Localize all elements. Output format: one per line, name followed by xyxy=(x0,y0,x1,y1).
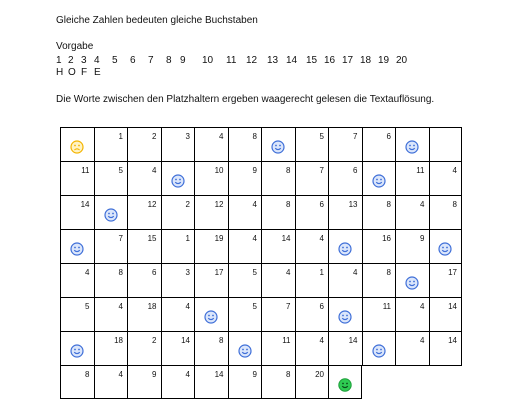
grid-cell xyxy=(127,263,161,297)
smiley-icon xyxy=(438,242,452,256)
cell-number: 1 xyxy=(319,268,324,277)
grid-cell xyxy=(328,161,362,195)
grid-cell xyxy=(194,297,228,331)
grid-cell xyxy=(194,263,228,297)
grid-cell xyxy=(228,195,262,229)
cell-number: 9 xyxy=(252,166,257,175)
cell-number: 2 xyxy=(152,132,157,141)
cell-number: 5 xyxy=(319,132,324,141)
cell-number: 11 xyxy=(81,166,90,175)
vorgabe-letter: E xyxy=(94,67,101,78)
grid-cell xyxy=(60,195,94,229)
cell-number: 4 xyxy=(118,370,123,379)
grid-cell xyxy=(395,127,429,161)
vorgabe-letter: H xyxy=(56,67,64,78)
grid-cell xyxy=(295,127,329,161)
cell-number: 2 xyxy=(185,200,190,209)
grid-cell xyxy=(94,229,128,263)
vorgabe-number: 14 xyxy=(286,55,298,66)
grid-cell xyxy=(127,161,161,195)
grid-cell xyxy=(328,297,362,331)
cell-number: 5 xyxy=(252,268,257,277)
grid-cell xyxy=(60,297,94,331)
smiley-icon xyxy=(405,140,419,154)
cell-number: 2 xyxy=(152,336,157,345)
cell-number: 14 xyxy=(214,370,224,379)
vorgabe-number: 3 xyxy=(81,55,87,66)
grid-cell xyxy=(295,229,329,263)
cell-number: 7 xyxy=(319,166,324,175)
cell-number: 14 xyxy=(181,336,190,345)
grid-cell xyxy=(395,331,429,365)
vorgabe-label: Vorgabe xyxy=(56,41,94,52)
grid-cell xyxy=(127,365,161,399)
grid-cell xyxy=(261,263,295,297)
grid-cell xyxy=(395,161,429,195)
vorgabe-letter: F xyxy=(81,67,88,78)
grid-cell xyxy=(328,229,362,263)
grid-cell xyxy=(328,331,362,365)
cell-number: 4 xyxy=(85,268,90,277)
cell-number: 8 xyxy=(85,370,90,379)
cell-number: 16 xyxy=(382,234,391,243)
vorgabe-number: 18 xyxy=(360,55,372,66)
grid-cell xyxy=(194,161,228,195)
grid-cell xyxy=(228,229,262,263)
cell-number: 4 xyxy=(219,132,224,141)
cell-number: 8 xyxy=(452,200,457,209)
cell-number: 6 xyxy=(319,200,324,209)
smiley-icon xyxy=(104,208,118,222)
grid-cell xyxy=(328,365,362,399)
grid-cell xyxy=(194,195,228,229)
cell-number: 8 xyxy=(286,200,291,209)
smiley-icon xyxy=(372,174,386,188)
vorgabe-number: 19 xyxy=(378,55,390,66)
grid-cell xyxy=(328,195,362,229)
smiley-icon xyxy=(405,276,419,290)
cell-number: 4 xyxy=(420,200,425,209)
grid-cell xyxy=(429,229,463,263)
cell-number: 4 xyxy=(353,268,358,277)
smiley-icon xyxy=(171,174,185,188)
cell-number: 4 xyxy=(420,302,425,311)
vorgabe-number: 15 xyxy=(306,55,318,66)
cell-number: 4 xyxy=(420,336,425,345)
grid-cell xyxy=(362,331,396,365)
cell-number: 4 xyxy=(252,234,257,243)
grid-cell xyxy=(60,127,94,161)
cell-number: 20 xyxy=(315,370,324,379)
cell-number: 6 xyxy=(152,268,157,277)
smiley-icon xyxy=(70,242,84,256)
smiley-icon xyxy=(70,344,84,358)
vorgabe-number: 17 xyxy=(342,55,354,66)
grid-cell xyxy=(395,297,429,331)
vorgabe-number: 13 xyxy=(267,55,279,66)
puzzle-grid xyxy=(60,127,462,399)
grid-cell xyxy=(429,263,463,297)
grid-cell xyxy=(261,365,295,399)
grid-cell xyxy=(362,127,396,161)
grid-cell xyxy=(295,365,329,399)
grid-cell xyxy=(362,263,396,297)
grid-cell xyxy=(161,229,195,263)
smiley-icon xyxy=(204,310,218,324)
cell-number: 4 xyxy=(185,302,190,311)
grid-cell xyxy=(94,195,128,229)
grid-cell xyxy=(261,331,295,365)
grid-cell xyxy=(228,161,262,195)
grid-cell xyxy=(127,331,161,365)
grid-cell xyxy=(261,127,295,161)
grid-cell xyxy=(395,229,429,263)
grid-cell xyxy=(429,331,463,365)
cell-number: 17 xyxy=(214,268,224,277)
grid-cell xyxy=(362,297,396,331)
cell-number: 18 xyxy=(147,302,157,311)
grid-cell xyxy=(161,365,195,399)
grid-cell xyxy=(261,297,295,331)
cell-number: 11 xyxy=(416,166,425,175)
cell-number: 8 xyxy=(252,132,257,141)
cell-number: 1 xyxy=(185,234,190,243)
grid-cell-empty xyxy=(395,365,429,399)
vorgabe-number: 7 xyxy=(148,55,154,66)
cell-number: 4 xyxy=(185,370,190,379)
cell-number: 8 xyxy=(118,268,123,277)
grid-cell xyxy=(94,127,128,161)
cell-number: 8 xyxy=(286,370,291,379)
grid-cell xyxy=(94,365,128,399)
grid-cell xyxy=(362,229,396,263)
grid-cell xyxy=(161,263,195,297)
cell-number: 14 xyxy=(448,336,457,345)
cell-number: 8 xyxy=(219,336,224,345)
cell-number: 9 xyxy=(152,370,157,379)
grid-cell xyxy=(161,161,195,195)
cell-number: 8 xyxy=(386,200,391,209)
sad-face-icon xyxy=(70,140,84,154)
cell-number: 4 xyxy=(152,166,157,175)
page-title: Gleiche Zahlen bedeuten gleiche Buchstaben xyxy=(56,15,258,26)
vorgabe-number: 11 xyxy=(226,55,237,66)
grid-cell xyxy=(228,127,262,161)
grid-cell xyxy=(295,297,329,331)
grid-cell xyxy=(94,161,128,195)
cell-number: 1 xyxy=(118,132,123,141)
cell-number: 11 xyxy=(382,302,391,311)
grid-cell-empty xyxy=(429,365,463,399)
cell-number: 9 xyxy=(420,234,425,243)
grid-cell xyxy=(161,127,195,161)
vorgabe-number: 6 xyxy=(130,55,136,66)
cell-number: 12 xyxy=(147,200,157,209)
grid-cell xyxy=(60,161,94,195)
grid-cell xyxy=(94,297,128,331)
cell-number: 9 xyxy=(252,370,257,379)
grid-cell xyxy=(60,331,94,365)
cell-number: 13 xyxy=(348,200,358,209)
grid-cell xyxy=(94,331,128,365)
grid-cell xyxy=(261,229,295,263)
cell-number: 5 xyxy=(252,302,257,311)
grid-cell xyxy=(94,263,128,297)
cell-number: 14 xyxy=(348,336,358,345)
grid-cell xyxy=(161,195,195,229)
cell-number: 7 xyxy=(286,302,291,311)
grid-cell xyxy=(127,297,161,331)
cell-number: 6 xyxy=(319,302,324,311)
grid-cell xyxy=(228,331,262,365)
grid-cell xyxy=(194,365,228,399)
vorgabe-number: 20 xyxy=(396,55,408,66)
grid-cell xyxy=(228,297,262,331)
cell-number: 14 xyxy=(448,302,457,311)
vorgabe-number: 1 xyxy=(56,55,62,66)
cell-number: 15 xyxy=(147,234,157,243)
smiley-icon xyxy=(338,310,352,324)
cell-number: 17 xyxy=(448,268,457,277)
grid-cell xyxy=(127,229,161,263)
smiley-icon xyxy=(271,140,285,154)
grid-cell-empty xyxy=(362,365,396,399)
grid-cell xyxy=(194,127,228,161)
grid-cell xyxy=(429,195,463,229)
grid-cell xyxy=(127,195,161,229)
grid-cell xyxy=(127,127,161,161)
vorgabe-number: 12 xyxy=(246,55,258,66)
vorgabe-number: 5 xyxy=(112,55,118,66)
cell-number: 6 xyxy=(353,166,358,175)
cell-number: 7 xyxy=(353,132,358,141)
vorgabe-number: 16 xyxy=(324,55,336,66)
grid-cell xyxy=(295,263,329,297)
cell-number: 14 xyxy=(281,234,291,243)
cell-number: 8 xyxy=(286,166,291,175)
cell-number: 4 xyxy=(286,268,291,277)
cell-number: 14 xyxy=(80,200,90,209)
grid-cell xyxy=(395,263,429,297)
instruction-text: Die Worte zwischen den Platzhaltern ergeben waagerecht gelesen die Textauflösung. xyxy=(56,94,435,105)
cell-number: 4 xyxy=(452,166,457,175)
cell-number: 12 xyxy=(214,200,224,209)
grid-cell xyxy=(228,365,262,399)
vorgabe-number: 10 xyxy=(202,55,214,66)
grid-cell xyxy=(161,331,195,365)
grid-cell xyxy=(60,263,94,297)
grid-cell xyxy=(295,195,329,229)
grid-cell xyxy=(295,161,329,195)
cell-number: 4 xyxy=(319,234,324,243)
cell-number: 19 xyxy=(214,234,224,243)
grid-cell xyxy=(261,195,295,229)
smiley-icon xyxy=(372,344,386,358)
grid-cell xyxy=(295,331,329,365)
cell-number: 4 xyxy=(319,336,324,345)
grid-cell xyxy=(161,297,195,331)
grid-cell xyxy=(362,161,396,195)
cell-number: 3 xyxy=(185,268,190,277)
grid-cell xyxy=(429,161,463,195)
cell-number: 3 xyxy=(185,132,190,141)
cell-number: 5 xyxy=(118,166,123,175)
cell-number: 7 xyxy=(118,234,123,243)
vorgabe-number: 8 xyxy=(166,55,172,66)
smiley-icon xyxy=(338,242,352,256)
vorgabe-number: 4 xyxy=(94,55,100,66)
grid-cell xyxy=(194,229,228,263)
cell-number: 5 xyxy=(85,302,90,311)
grid-cell xyxy=(395,195,429,229)
end-face-icon xyxy=(338,378,352,392)
cell-number: 6 xyxy=(386,132,391,141)
grid-cell xyxy=(362,195,396,229)
vorgabe-number: 2 xyxy=(68,55,74,66)
grid-cell xyxy=(429,127,463,161)
smiley-icon xyxy=(238,344,252,358)
grid-cell xyxy=(261,161,295,195)
grid-cell xyxy=(429,297,463,331)
grid-cell xyxy=(60,365,94,399)
vorgabe-number: 9 xyxy=(180,55,186,66)
cell-number: 4 xyxy=(252,200,257,209)
vorgabe-letter: O xyxy=(68,67,76,78)
grid-cell xyxy=(60,229,94,263)
cell-number: 8 xyxy=(386,268,391,277)
grid-cell xyxy=(328,263,362,297)
grid-cell xyxy=(328,127,362,161)
cell-number: 10 xyxy=(214,166,224,175)
cell-number: 11 xyxy=(282,336,291,345)
cell-number: 4 xyxy=(118,302,123,311)
grid-cell xyxy=(194,331,228,365)
cell-number: 18 xyxy=(114,336,123,345)
grid-cell xyxy=(228,263,262,297)
